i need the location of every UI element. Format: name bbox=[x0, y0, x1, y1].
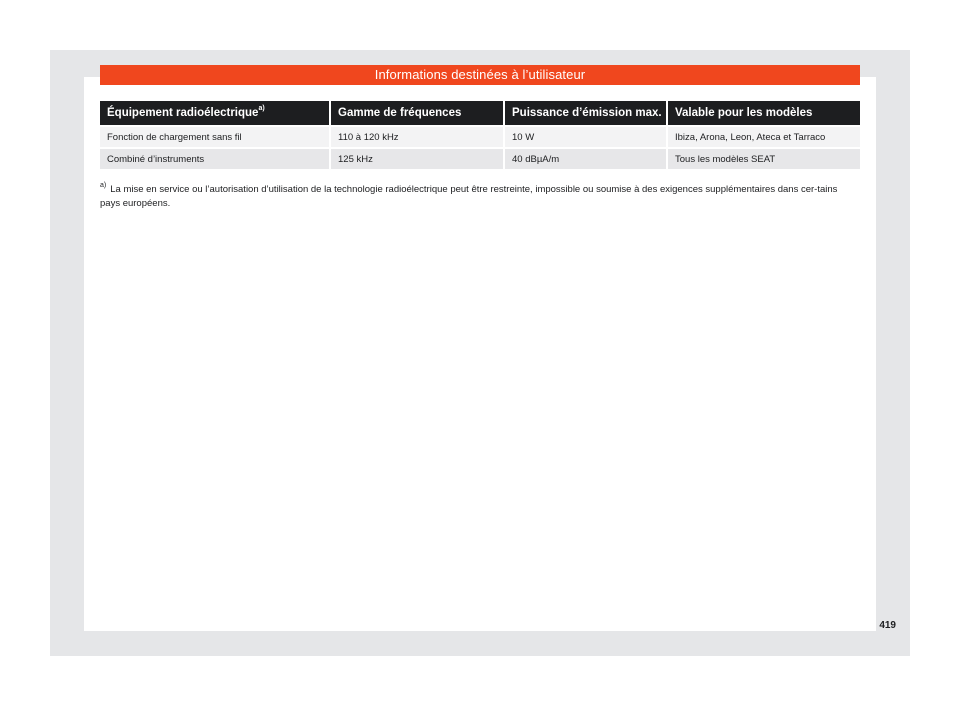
footnote-marker: a) bbox=[258, 105, 265, 112]
page-number: 419 bbox=[879, 620, 896, 631]
footnote bbox=[100, 180, 860, 211]
footnote-text: La mise en service ou l’autorisation d’utilisation de la technologie radioélectrique peut être restreinte, impossible ou soumise à des exigences supplémentaires dans cer-tains pays européens. bbox=[100, 184, 838, 210]
table-header-row bbox=[100, 101, 860, 125]
cell-equipment: Fonction de chargement sans fil bbox=[100, 125, 329, 147]
column-header-label: Équipement radioélectrique bbox=[107, 107, 259, 119]
cell-power: 10 W bbox=[503, 125, 666, 147]
cell-frequency: 125 kHz bbox=[329, 147, 503, 169]
column-header-power: Puissance d’émission max. bbox=[503, 101, 666, 125]
section-title: Informations destinées à l’utilisateur bbox=[100, 65, 860, 85]
cell-power: 40 dBµA/m bbox=[503, 147, 666, 169]
cell-models: Ibiza, Arona, Leon, Ateca et Tarraco bbox=[666, 125, 860, 147]
table-row bbox=[100, 147, 860, 169]
column-header-equipment bbox=[100, 101, 329, 125]
footnote-marker: a) bbox=[100, 182, 107, 189]
table-row bbox=[100, 125, 860, 147]
cell-models: Tous les modèles SEAT bbox=[666, 147, 860, 169]
cell-equipment: Combiné d’instruments bbox=[100, 147, 329, 169]
frequency-table bbox=[100, 101, 860, 169]
column-header-models: Valable pour les modèles bbox=[666, 101, 860, 125]
column-header-frequency: Gamme de fréquences bbox=[329, 101, 503, 125]
cell-frequency: 110 à 120 kHz bbox=[329, 125, 503, 147]
